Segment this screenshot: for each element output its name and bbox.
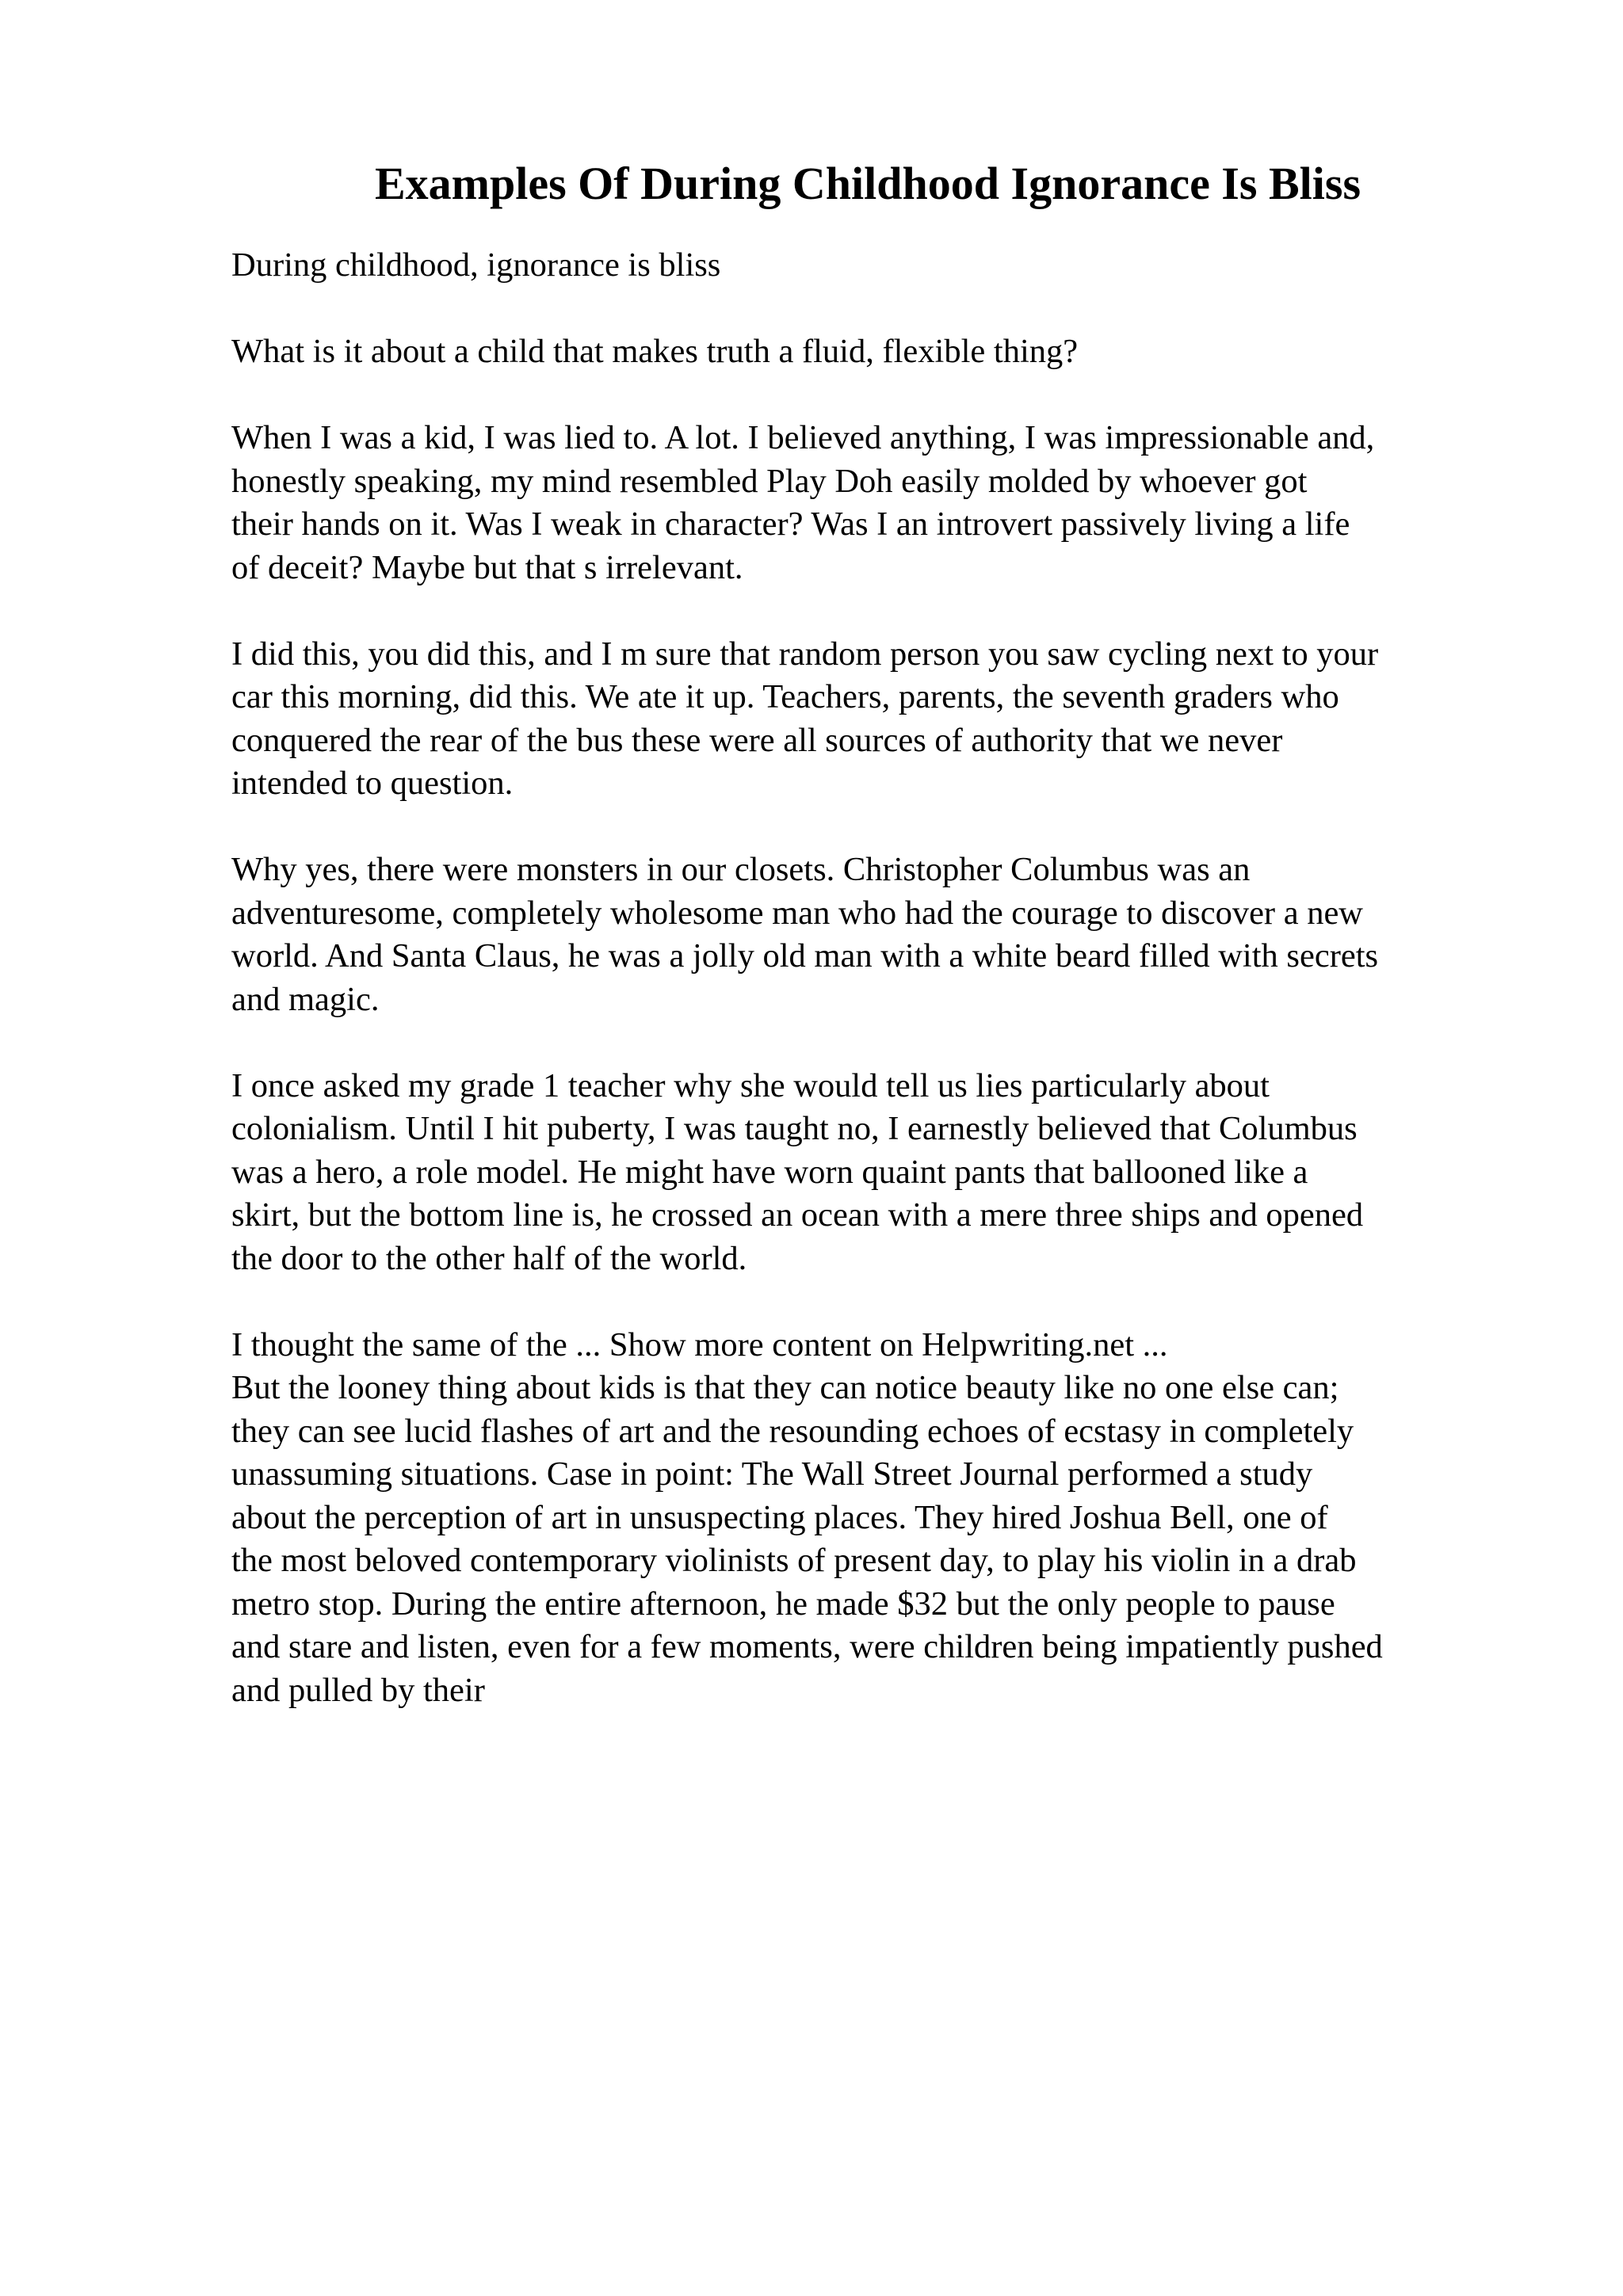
paragraph [231, 849, 1531, 1021]
text-line: their hands on it. Was I weak in character? Was I an introvert passively living a life [231, 505, 1350, 543]
document-body [231, 244, 1531, 1712]
text-line: and pulled by their [231, 1671, 485, 1709]
paragraph [231, 633, 1531, 806]
text-line: I did this, you did this, and I m sure that random person you saw cycling next to your [231, 635, 1379, 673]
text-line: When I was a kid, I was lied to. A lot. I believed anything, I was impressionable and, [231, 419, 1375, 456]
text-line: What is it about a child that makes truth a fluid, flexible thing? [231, 333, 1079, 370]
paragraph [231, 244, 1531, 288]
show-more-line: I thought the same of the ... Show more content on Helpwriting.net ... [231, 1325, 1168, 1363]
text-line: But the looney thing about kids is that they can notice beauty like no one else can; [231, 1369, 1339, 1406]
text-line: intended to question. [231, 765, 514, 802]
paragraph [231, 1324, 1531, 1713]
text-line: colonialism. Until I hit puberty, I was taught no, I earnestly believed that Columbus [231, 1110, 1358, 1147]
text-line: they can see lucid flashes of art and the resounding echoes of ecstasy in completely [231, 1412, 1354, 1450]
document-title: Examples Of During Childhood Ignorance Is Bliss [374, 158, 1361, 209]
text-line: Why yes, there were monsters in our closets. Christopher Columbus was an [231, 851, 1251, 888]
text-line: honestly speaking, my mind resembled Play Doh easily molded by whoever got [231, 462, 1308, 500]
text-line: and stare and listen, even for a few moments, were children being impatiently pushed [231, 1628, 1383, 1665]
text-line: metro stop. During the entire afternoon, he made $32 but the only people to pause [231, 1585, 1335, 1623]
text-line: the most beloved contemporary violinists of present day, to play his violin in a drab [231, 1542, 1357, 1579]
text-line: of deceit? Maybe but that s irrelevant. [231, 548, 743, 586]
text-line: was a hero, a role model. He might have worn quaint pants that ballooned like a [231, 1153, 1308, 1191]
paragraph [231, 1065, 1531, 1281]
text-line: unassuming situations. Case in point: The Wall Street Journal performed a study [231, 1455, 1313, 1493]
text-line: I once asked my grade 1 teacher why she would tell us lies particularly about [231, 1066, 1270, 1104]
text-line: skirt, but the bottom line is, he crossed an ocean with a mere three ships and opened [231, 1196, 1364, 1234]
text-line: adventuresome, completely wholesome man who had the courage to discover a new [231, 894, 1364, 932]
text-line: and magic. [231, 980, 380, 1018]
text-line: world. And Santa Claus, he was a jolly old man with a white beard filled with secrets [231, 937, 1379, 974]
text-line: about the perception of art in unsuspecting places. They hired Joshua Bell, one of [231, 1498, 1328, 1536]
text-line: During childhood, ignorance is bliss [231, 246, 721, 284]
text-line: car this morning, did this. We ate it up. Teachers, parents, the seventh graders who [231, 678, 1339, 715]
paragraph [231, 330, 1531, 374]
paragraph [231, 417, 1531, 589]
text-line: the door to the other half of the world. [231, 1239, 747, 1277]
text-line: conquered the rear of the bus these were all sources of authority that we never [231, 721, 1283, 759]
